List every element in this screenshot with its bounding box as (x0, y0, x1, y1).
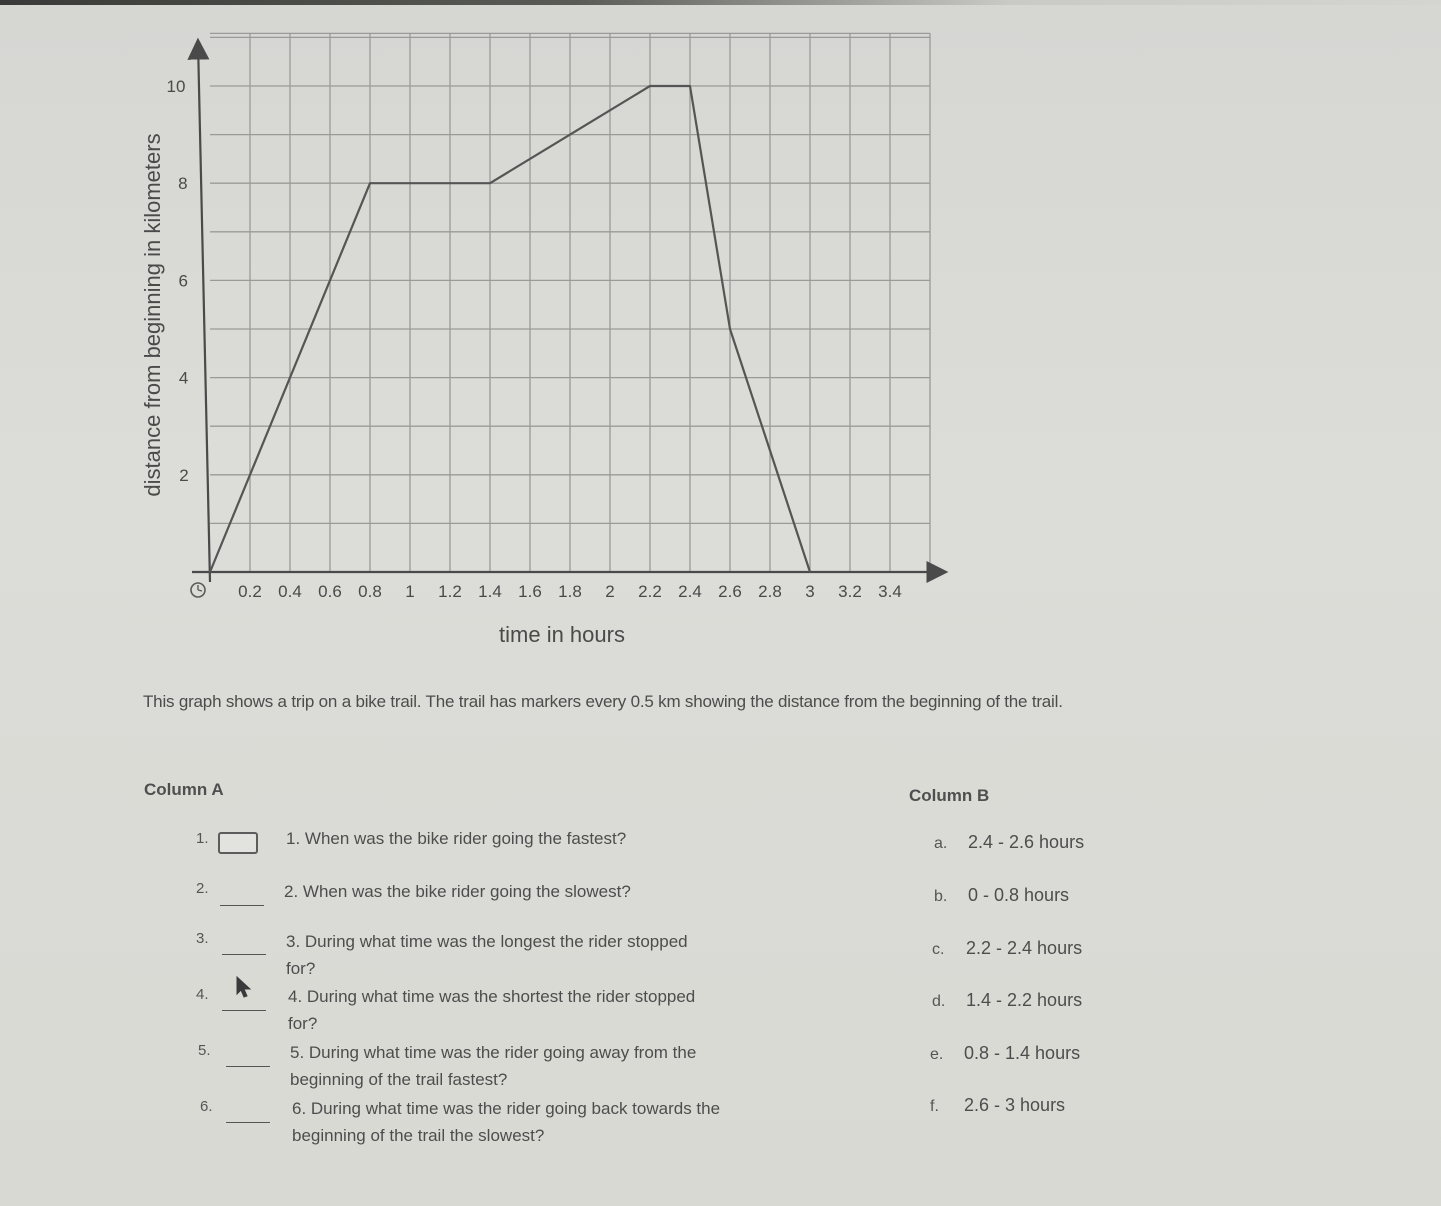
option-letter: f. (930, 1098, 939, 1115)
svg-text:3: 3 (805, 582, 815, 601)
option-e (930, 1043, 1080, 1064)
column-a-heading: Column A (144, 780, 224, 799)
svg-text:2: 2 (605, 582, 615, 601)
option-a (934, 832, 1084, 853)
svg-text:0.8: 0.8 (358, 582, 382, 601)
svg-text:2.6: 2.6 (718, 582, 742, 601)
question-text: 2. When was the bike rider going the slowest? (284, 882, 631, 901)
origin-clock-icon (191, 583, 205, 597)
option-letter: b. (934, 888, 948, 905)
svg-text:3.2: 3.2 (838, 582, 862, 601)
answer-blank-5[interactable] (226, 1066, 270, 1067)
chart-axes (192, 42, 944, 582)
svg-text:2.2: 2.2 (638, 582, 662, 601)
option-text: 1.4 - 2.2 hours (966, 990, 1083, 1010)
option-text: 2.4 - 2.6 hours (968, 832, 1085, 852)
svg-text:1.4: 1.4 (478, 582, 502, 601)
distance-time-chart (0, 0, 960, 660)
question-number: 6. (200, 1098, 213, 1115)
svg-text:1.6: 1.6 (518, 582, 542, 601)
question-number: 3. (196, 930, 209, 947)
svg-text:0.4: 0.4 (278, 582, 302, 601)
svg-text:8: 8 (178, 174, 188, 194)
svg-text:0.2: 0.2 (238, 582, 262, 601)
option-c (932, 938, 1082, 959)
svg-text:2.4: 2.4 (678, 582, 702, 601)
column-b-heading: Column B (909, 786, 990, 805)
question-text: 6. During what time was the rider going back towards the beginning of the trail the slowest? (292, 1099, 721, 1145)
svg-text:2.8: 2.8 (758, 582, 782, 601)
svg-text:3.4: 3.4 (878, 582, 902, 601)
svg-text:10: 10 (166, 77, 186, 96)
option-text: 0 - 0.8 hours (968, 885, 1070, 905)
option-d (932, 990, 1082, 1011)
svg-text:1: 1 (405, 582, 415, 601)
svg-text:1.8: 1.8 (558, 582, 582, 601)
svg-text:2: 2 (179, 465, 189, 485)
y-axis-label: distance from beginning in kilometers (140, 133, 165, 497)
answer-blank-6[interactable] (226, 1122, 270, 1123)
svg-text:6: 6 (178, 271, 188, 291)
option-letter: e. (930, 1046, 944, 1063)
question-text: 4. During what time was the shortest the rider stopped for? (288, 987, 696, 1033)
chart-grid (210, 33, 930, 572)
question-number: 5. (198, 1042, 211, 1059)
option-b (934, 885, 1069, 906)
question-number: 1. (196, 830, 209, 847)
option-text: 0.8 - 1.4 hours (964, 1043, 1081, 1063)
svg-text:0.6: 0.6 (318, 582, 342, 601)
svg-text:1.2: 1.2 (438, 582, 462, 601)
answer-input-1[interactable] (218, 832, 258, 854)
option-text: 2.2 - 2.4 hours (966, 938, 1083, 958)
option-text: 2.6 - 3 hours (964, 1095, 1066, 1115)
option-letter: d. (932, 993, 946, 1010)
option-f (930, 1095, 1065, 1116)
svg-text:4: 4 (178, 368, 189, 388)
problem-description: This graph shows a trip on a bike trail. The trail has markers every 0.5 km showing the distance from the beginning of the trail. (143, 692, 1063, 711)
option-letter: c. (932, 941, 945, 958)
option-letter: a. (934, 835, 948, 852)
answer-blank-2[interactable] (220, 905, 264, 906)
answer-blank-3[interactable] (222, 954, 266, 955)
answer-blank-4[interactable] (222, 1010, 266, 1011)
question-text: 3. During what time was the longest the rider stopped for? (286, 932, 688, 978)
mouse-cursor-icon (236, 976, 252, 998)
question-number: 2. (196, 880, 209, 897)
x-axis-label: time in hours (499, 622, 625, 647)
question-text: 5. During what time was the rider going away from the beginning of the trail fastest? (290, 1043, 697, 1089)
question-text: 1. When was the bike rider going the fastest? (286, 829, 627, 848)
question-number: 4. (196, 986, 209, 1003)
